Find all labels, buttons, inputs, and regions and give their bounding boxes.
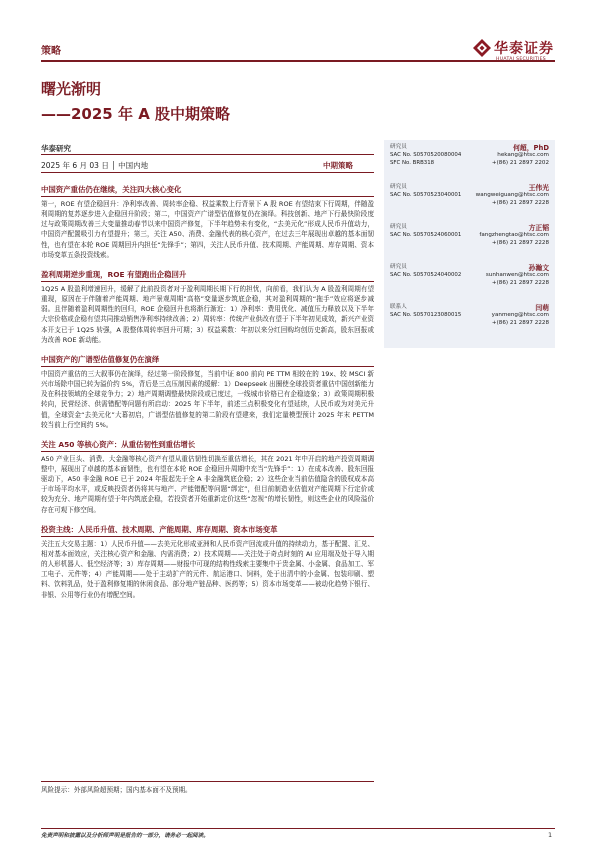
analyst-sac-number: SAC No. S0570524060001 [390, 232, 462, 238]
section-profit-cycle [41, 269, 374, 345]
section-paragraph: 关注五大交易主题：1）人民币升值——去美元化形成亚洲和人民币资产回流或升值的持续动力，基于配置、汇兑、相对基本面效应，关注核心资产和金融、内需消费；2）技术周期——关注处于奇点时刻的 AI 应用端及处于导入期的人形机器人、低空经济等；3）库存周期——财报中可现的结构性线索主要集中于贵金属、小金属、食品加工、军工电子、元件等；4）产能周期——处于主动扩产的元件、航运港口、饲料，处于出清中的小金属、包装印刷、塑料、饮料乳品，处于盈利修复期的休闲食品、部分地产链品种、医药等；5）资本市场变革——被动化趋势下银行、非银、公用等行业仍有增配空间。 [41, 539, 374, 599]
section-core-changes [41, 184, 374, 260]
section-heading-divider [41, 366, 374, 367]
section-paragraph: A50 产业巨头、消费、大金融等核心资产有望从重估韧性切换至重估增长，其在 2021 年中开启的地产投资周期调整中，展现出了卓越的基本面韧性，也有望在本轮 ROE 企稳回升周期中充当“先锋手”：1）在成本改善、股东回报驱动下，A50 非金融 ROE 已于 2024 年报起先于全 A 非金融筑底企稳；2）这些企业当前估值隐含的股权成本高于市场平均水平，或反映投资者仍将其与地产、产能错配等问题“绑定”，但目前制造业估值对产能周期下行定价或较为充分、地产周期有望于年内筑底企稳，若投资者开始重新定价这些“忽视”的增长韧性，则这些企业的风险溢价存在可观下修空间。 [41, 454, 374, 514]
section-heading-divider [41, 451, 374, 452]
logo-name-cn: 华泰证券 [494, 41, 554, 57]
analyst-name: 王伟光 [528, 184, 549, 192]
analyst-panel [384, 140, 555, 348]
huatai-logo-icon [472, 38, 492, 58]
analyst-card [388, 222, 551, 262]
report-category: 中期策略 [323, 161, 353, 170]
analyst-role: 联系人 [390, 304, 407, 310]
analyst-name: 方正韬 [528, 224, 549, 232]
meta-divider-bottom [41, 172, 374, 173]
section-paragraph: 第一，ROE 有望企稳回升：净利率改善、周转率企稳、权益乘数上行背景下 A 股 ROE 有望结束下行周期，伴随盈利周期的复苏逐步进入企稳回升阶段；第二，中国资产广谱型估值修复仍在演绎。科技创新、地产下行最快阶段度过与政策周期改善三大变量推动春节以来中国资产修复，下半年趋势未有变化，“去美元化”形成人民币升值动力，中国资产配置吸引力有望提升；第三，关注 A50、消费、金融代表的核心资产，在过去三年展现出卓越的基本面韧性，也有望在本轮 ROE 周期回升内担任“先锋手”；第四，关注人民币升值、技术周期、产能周期、库存周期、资本市场变革五条投资线索。 [41, 200, 374, 259]
analyst-sac-number: SAC No. S0570123080015 [390, 312, 462, 318]
footer-disclaimer: 免责声明和披露以及分析师声明是报告的一部分，请务必一起阅读。 [41, 833, 209, 839]
risk-warning-text: 风险提示：外部风险超预期；国内基本面不及预期。 [41, 786, 192, 794]
section-core-assets [41, 439, 374, 515]
analyst-role: 研究员 [390, 264, 407, 270]
analyst-role: 研究员 [390, 224, 407, 230]
section-heading: 投资主线：人民币升值、技术周期、产能周期、库存周期、资本市场变革 [41, 524, 278, 534]
analyst-sac-number: SAC No. S0570524040002 [390, 272, 462, 278]
section-heading-divider [41, 281, 374, 282]
analyst-email[interactable]: sunhanwen@htsc.com [485, 272, 549, 278]
meta-divider-top [41, 154, 374, 155]
analyst-card [388, 142, 551, 182]
analyst-role: 研究员 [390, 184, 407, 190]
section-heading: 关注 A50 等核心资产：从重估韧性到重估增长 [41, 439, 196, 449]
risk-divider [41, 781, 374, 782]
report-type: 华泰研究 [41, 144, 71, 153]
section-heading: 中国资产重估仍在继续，关注四大核心变化 [41, 185, 182, 194]
analyst-sfc-number: SFC No. BRB318 [390, 160, 435, 166]
analyst-name: 孙瀚文 [528, 264, 549, 272]
section-paragraph: 中国资产重估的三大叙事仍在演绎，经过第一阶段修复，当前中证 800 前向 PE TTM 相较在的 19x、较 MSCI 新兴市场除中国已转为溢价约 5%，背后是三点压制因素的缓解：1）Deepseek 出圈使全球投资者重估中国创新能力及在科技领域的全球竞争力；2）地产周期调整最快阶段或已度过，一线城市价格已有企稳迹象；3）政策周期积极转向，民营经济、供需错配等问题有所启动：2025 年下半年，前述三点积极变化有望延续，人民币或为对美元升值，全球资金“去美元化”大幕初启，广谱型估值修复的第二阶段有望建来，我们定量模型预计 2025 年末 PETTM 较当前上行空间约 5%。 [41, 369, 374, 429]
section-heading: 中国资产的广谱型估值修复仍在演绎 [41, 354, 160, 364]
analyst-email[interactable]: yanmeng@htsc.com [491, 312, 549, 318]
analyst-phone: +(86) 21 2897 2228 [491, 200, 549, 206]
analyst-card [388, 262, 551, 302]
analyst-phone: +(86) 21 2897 2228 [491, 240, 549, 246]
analyst-sac-number: SAC No. S0570523040001 [390, 192, 462, 198]
section-heading-divider [41, 196, 374, 197]
footer-divider [41, 828, 555, 829]
analyst-email[interactable]: fangzhengtao@htsc.com [479, 232, 549, 238]
analyst-phone: +(86) 21 2897 2228 [491, 280, 549, 286]
report-body [41, 184, 374, 609]
report-date: 2025 年 6 月 03 日 │ 中国内地 [41, 161, 149, 170]
section-paragraph: 1Q25 A 股盈利增速回升，缓解了此前投资者对于盈利周期长期下行的担忧，向前看，我们认为 A 股盈利周期有望重现，原因在于伴随着产能周期、地产景观周期“高格”变量逐步筑底企稳，其对盈利周期的“拖手”效应将逐步减弱。且伴随着盈利周期性的回归，ROE 企稳回升也将渐行渐近：1）净利率：费用优化、减值压力释放以及下半年大宗价格或企稳有望共同推动销售净利率持续改善；2）周转率：传统产业供改有望于下半年初见成效，新兴产业资本开支已于 1Q25 转强，A 股整体周转率回升可期；3）权益乘数：年初以来分红回购均创历史新高，股东回报或为改善 ROE 新动能。 [41, 284, 374, 344]
risk-warning [41, 785, 374, 795]
analyst-phone: +(86) 21 2897 2202 [491, 160, 549, 166]
analyst-role: 研究员 [390, 144, 407, 150]
section-valuation-repair [41, 354, 374, 430]
report-subtitle: ——2025 年 A 股中期策略 [41, 105, 231, 123]
analyst-phone: +(86) 21 2897 2228 [491, 320, 549, 326]
page-number: 1 [548, 831, 553, 839]
section-heading-divider [41, 536, 374, 537]
section-investment-themes [41, 524, 374, 600]
analyst-card [388, 182, 551, 222]
analyst-name: 何超，PhD [513, 144, 549, 152]
section-heading: 盈利周期逆步重现，ROE 有望跑出企稳回升 [41, 269, 187, 279]
report-title: 曙光渐明 [41, 80, 102, 98]
analyst-name: 闫萌 [535, 304, 549, 312]
analyst-email[interactable]: hekang@htsc.com [497, 152, 549, 158]
analyst-card [388, 302, 551, 342]
report-section-tag: 策略 [41, 46, 61, 57]
header-divider [41, 60, 555, 62]
analyst-email[interactable]: wangweiguang@htsc.com [475, 192, 549, 198]
analyst-sac-number: SAC No. S0570520080004 [390, 152, 462, 158]
